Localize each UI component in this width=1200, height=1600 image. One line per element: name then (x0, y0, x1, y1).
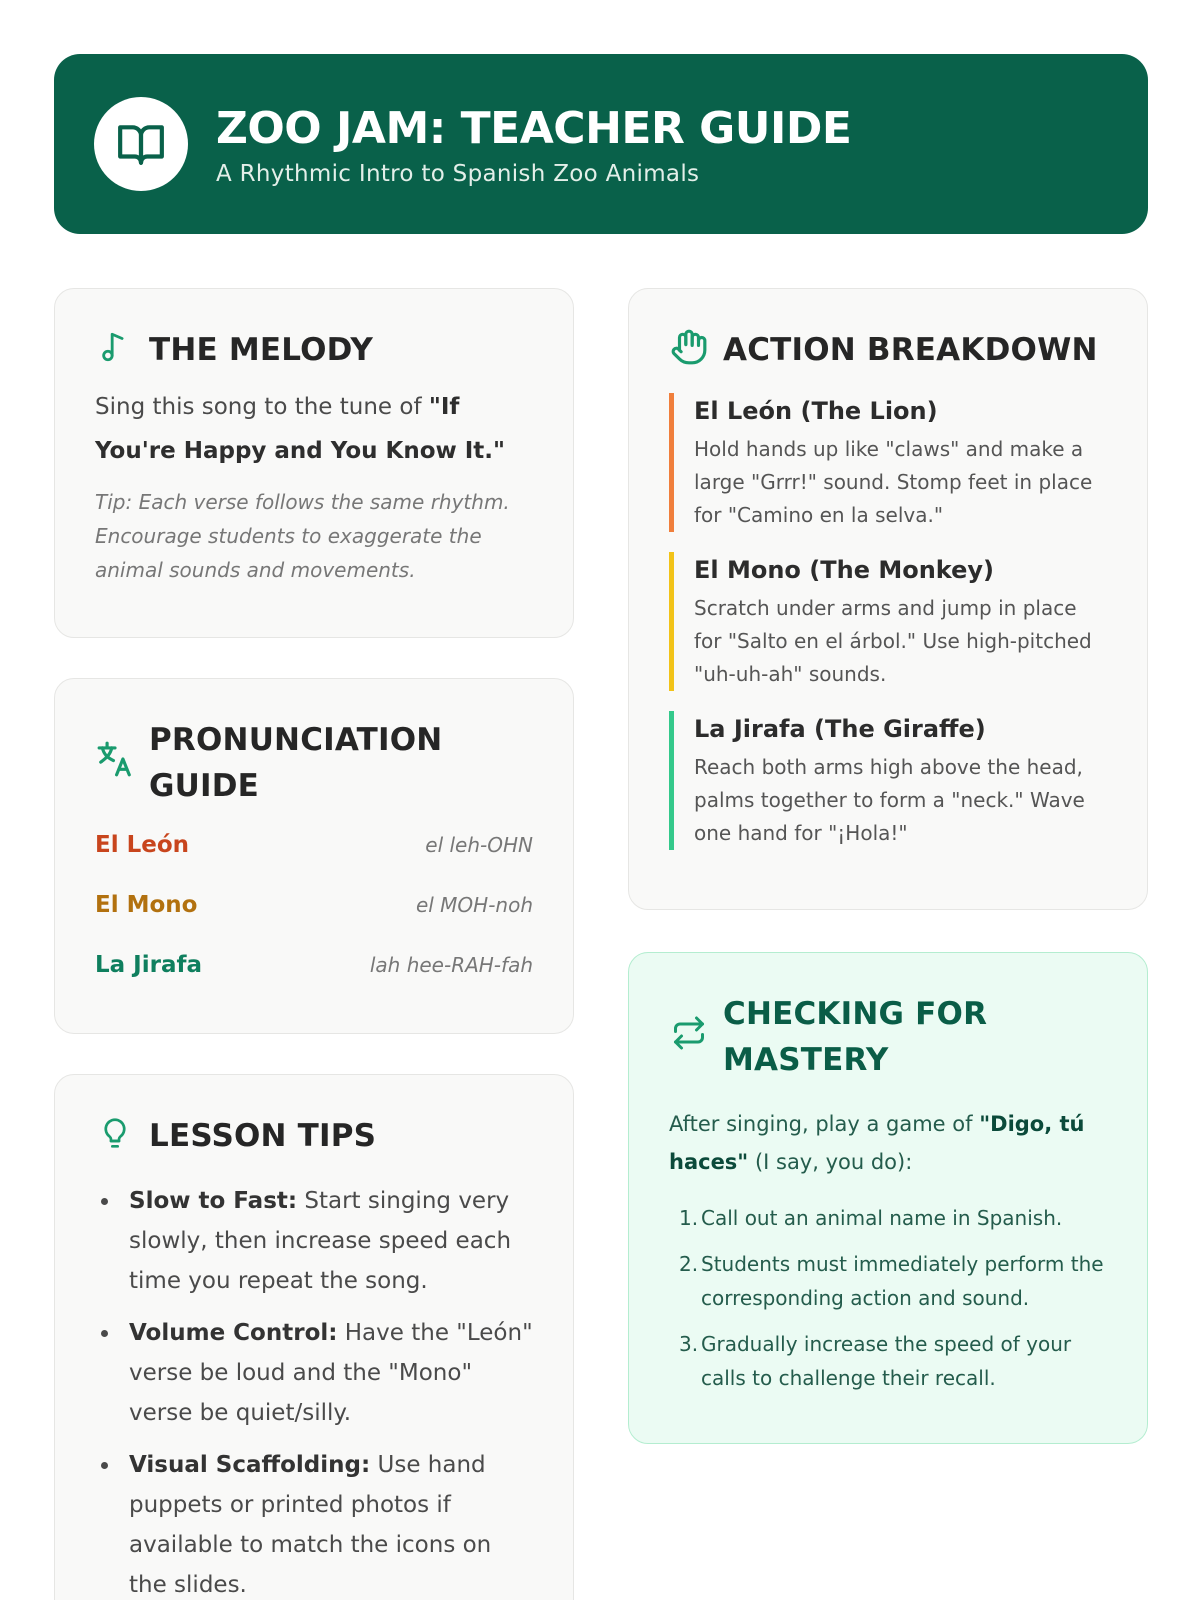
pronunciation-phonetic: el MOH-noh (415, 893, 533, 917)
action-item-monkey (669, 552, 1107, 691)
action-item-giraffe (669, 711, 1107, 850)
action-title: El Mono (The Monkey) (694, 556, 994, 584)
pronunciation-title: PRONUNCIATION GUIDE (149, 722, 443, 804)
list-item: 3. Gradually increase the speed of your calls to challenge their recall. (679, 1332, 1072, 1390)
action-breakdown-title: ACTION BREAKDOWN (723, 332, 1098, 368)
action-description: Reach both arms high above the head, palms together to form a "neck." Wave one hand for "¡Hola!" (694, 755, 1085, 845)
melody-tune: "If You're Happy and You Know It." (95, 394, 506, 464)
pronunciation-row (95, 815, 533, 875)
mastery-card (628, 952, 1148, 1444)
list-item: Visual Scaffolding: Use hand puppets or printed photos if available to match the icons on the slides. (95, 1445, 533, 1600)
action-title: La Jirafa (The Giraffe) (694, 715, 986, 743)
action-description: Hold hands up like "claws" and make a large "Grrr!" sound. Stomp feet in place for "Camino en la selva." (694, 437, 1093, 527)
translate-icon (95, 739, 135, 779)
music-note-icon (95, 327, 135, 367)
melody-title: THE MELODY (149, 332, 374, 368)
pronunciation-phonetic: el leh-OHN (425, 833, 533, 857)
page-subtitle: A Rhythmic Intro to Spanish Zoo Animals (216, 161, 700, 187)
melody-tip: Tip: Each verse follows the same rhythm. Encourage students to exaggerate the animal sounds and movements. (95, 490, 510, 582)
melody-text: Sing this song to the tune of "If You're Happy and You Know It." (95, 394, 506, 464)
book-open-icon (94, 97, 188, 191)
pronunciation-word: La Jirafa (95, 952, 203, 978)
list-item: 1. Call out an animal name in Spanish. (679, 1206, 1063, 1230)
list-item: 2. Students must immediately perform the corresponding action and sound. (679, 1252, 1104, 1310)
action-item-lion (669, 393, 1107, 532)
list-item: Slow to Fast: Start singing very slowly, then increase speed each time you repeat the song. (95, 1181, 533, 1301)
repeat-icon (669, 1013, 709, 1053)
lightbulb-icon (95, 1113, 135, 1153)
lesson-tips-title: LESSON TIPS (149, 1118, 377, 1154)
header-banner (54, 54, 1148, 234)
pronunciation-list (95, 815, 533, 995)
pronunciation-card (54, 678, 574, 1034)
page-title: ZOO JAM: TEACHER GUIDE (216, 103, 852, 154)
hand-icon (669, 327, 709, 367)
pronunciation-row (95, 935, 533, 995)
mastery-steps (669, 1201, 1107, 1395)
mastery-title: CHECKING FOR MASTERY (723, 996, 988, 1078)
mastery-game-name: "Digo, tú haces" (669, 1112, 1085, 1174)
pronunciation-word: El León (95, 832, 190, 858)
lesson-tips-list (95, 1181, 533, 1600)
melody-card (54, 288, 574, 638)
action-description: Scratch under arms and jump in place for "Salto en el árbol." Use high-pitched "uh-uh-ah" sounds. (694, 596, 1092, 686)
mastery-text: After singing, play a game of "Digo, tú haces" (I say, you do): (669, 1112, 1085, 1174)
pronunciation-word: El Mono (95, 892, 198, 918)
list-item: Volume Control: Have the "León" verse be loud and the "Mono" verse be quiet/silly. (95, 1313, 533, 1433)
action-breakdown-card (628, 288, 1148, 910)
lesson-tips-card (54, 1074, 574, 1600)
action-title: El León (The Lion) (694, 397, 938, 425)
pronunciation-row (95, 875, 533, 935)
pronunciation-phonetic: lah hee-RAH-fah (369, 953, 533, 977)
